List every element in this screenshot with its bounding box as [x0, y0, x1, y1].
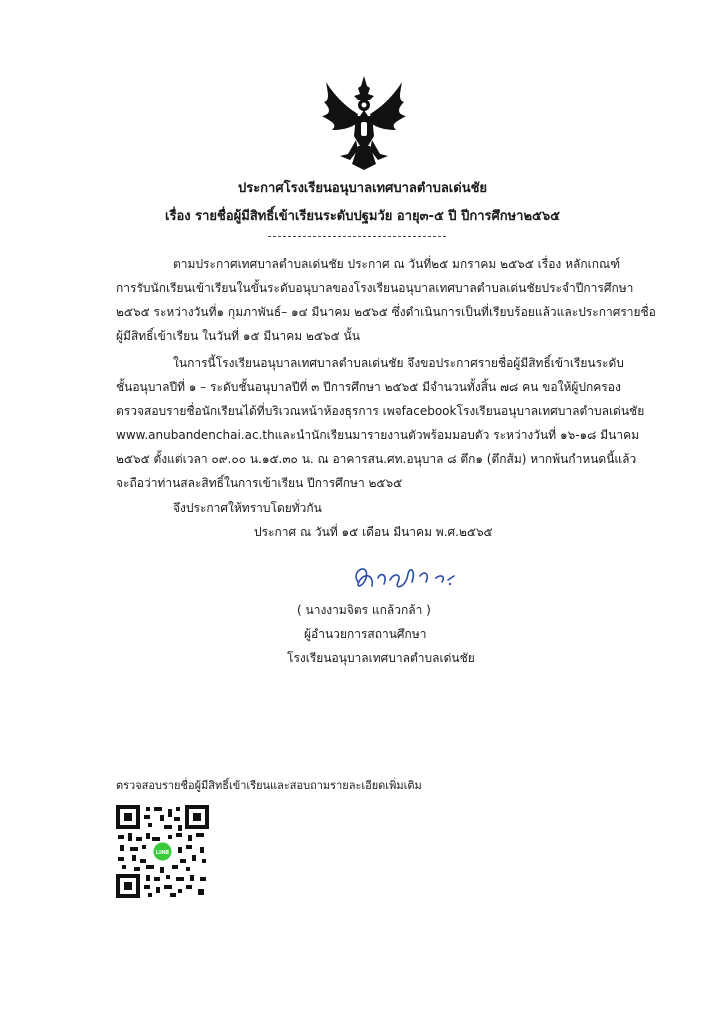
signatory-position: ผู้อำนวยการสถานศึกษา [304, 627, 427, 641]
paragraph-2-line: ชั้นอนุบาลปีที่ ๑ – ระดับชั้นอนุบาลปีที่ ๓ ปีการศึกษา ๒๕๖๕ มีจำนวนทั้งสิ้น ๗๘ คน ขอให้ผู้ปกครอง [116, 380, 621, 394]
line-qr-code-icon[interactable] [116, 805, 209, 898]
check-instruction: ตรวจสอบรายชื่อผู้มีสิทธิ์เข้าเรียนและสอบถามรายละเอียดเพิ่มเติม [116, 779, 422, 792]
signatory-name: ( นางงามจิตร แกล้วกล้า ) [297, 603, 431, 617]
paragraph-2-line: จะถือว่าท่านสละสิทธิ์ในการเข้าเรียน ปีการศึกษา ๒๕๖๕ [116, 476, 403, 490]
announcement-title: ประกาศโรงเรียนอนุบาลเทศบาลตำบลเด่นชัย [237, 181, 488, 196]
announcement-subject: เรื่อง รายชื่อผู้มีสิทธิ์เข้าเรียนระดับปฐมวัย อายุ๓-๕ ปี ปีการศึกษา๒๕๖๕ [165, 209, 560, 224]
school-name: โรงเรียนอนุบาลเทศบาลตำบลเด่นชัย [287, 651, 475, 665]
line-badge-label: LINE [155, 849, 170, 856]
paragraph-2-line: ในการนี้โรงเรียนอนุบาลเทศบาลตำบลเด่นชัย จึงขอประกาศรายชื่อผู้มีสิทธิ์เข้าเรียนระดับ [173, 356, 624, 370]
signature-icon [344, 560, 464, 600]
paragraph-1-line: ผู้มีสิทธิ์เข้าเรียน ในวันที่ ๑๕ มีนาคม ๒๕๖๕ นั้น [116, 329, 360, 343]
paragraph-2-line: ๒๕๖๕ ตั้งแต่เวลา ๐๙.๐๐ น.๑๕.๓๐ น. ณ อาคารสน.ศท.อนุบาล ๘ ตึก๑ (ตึกส้ม) หากพ้นกำหนดนี้แล้ว [116, 452, 637, 466]
paragraph-1-line: ๒๕๖๕ ระหว่างวันที่๑ กุมภาพันธ์– ๑๔ มีนาคม ๒๕๖๕ ซึ่งดำเนินการเป็นที่เรียบร้อยแล้วและประกาศรายชื่อ [116, 305, 656, 319]
website-line: www.anubandenchai.ac.thและนำนักเรียนมารายงานตัวพร้อมมอบตัว ระหว่างวันที่ ๑๖-๑๘ มีนาคม [116, 428, 640, 442]
garuda-emblem-icon [318, 74, 410, 172]
closing-line: จึงประกาศให้ทราบโดยทั่วกัน [173, 501, 322, 515]
paragraph-2-line: ตรวจสอบรายชื่อนักเรียนได้ที่บริเวณหน้าห้องธุรการ เพจfacebookโรงเรียนอนุบาลเทศบาลตำบลเด่นชัย [116, 404, 645, 418]
paragraph-1-line: การรับนักเรียนเข้าเรียนในขั้นระดับอนุบาลของโรงเรียนอนุบาลเทศบาลตำบลเด่นชัยประจำปีการศึกษา [116, 281, 634, 295]
announce-date: ประกาศ ณ วันที่ ๑๕ เดือน มีนาคม พ.ศ.๒๕๖๕ [254, 525, 493, 539]
paragraph-1-line: ตามประกาศเทศบาลตำบลเด่นชัย ประกาศ ณ วันที่๒๕ มกราคม ๒๕๖๕ เรื่อง หลักเกณฑ์ [173, 257, 621, 271]
title-divider [268, 236, 446, 237]
